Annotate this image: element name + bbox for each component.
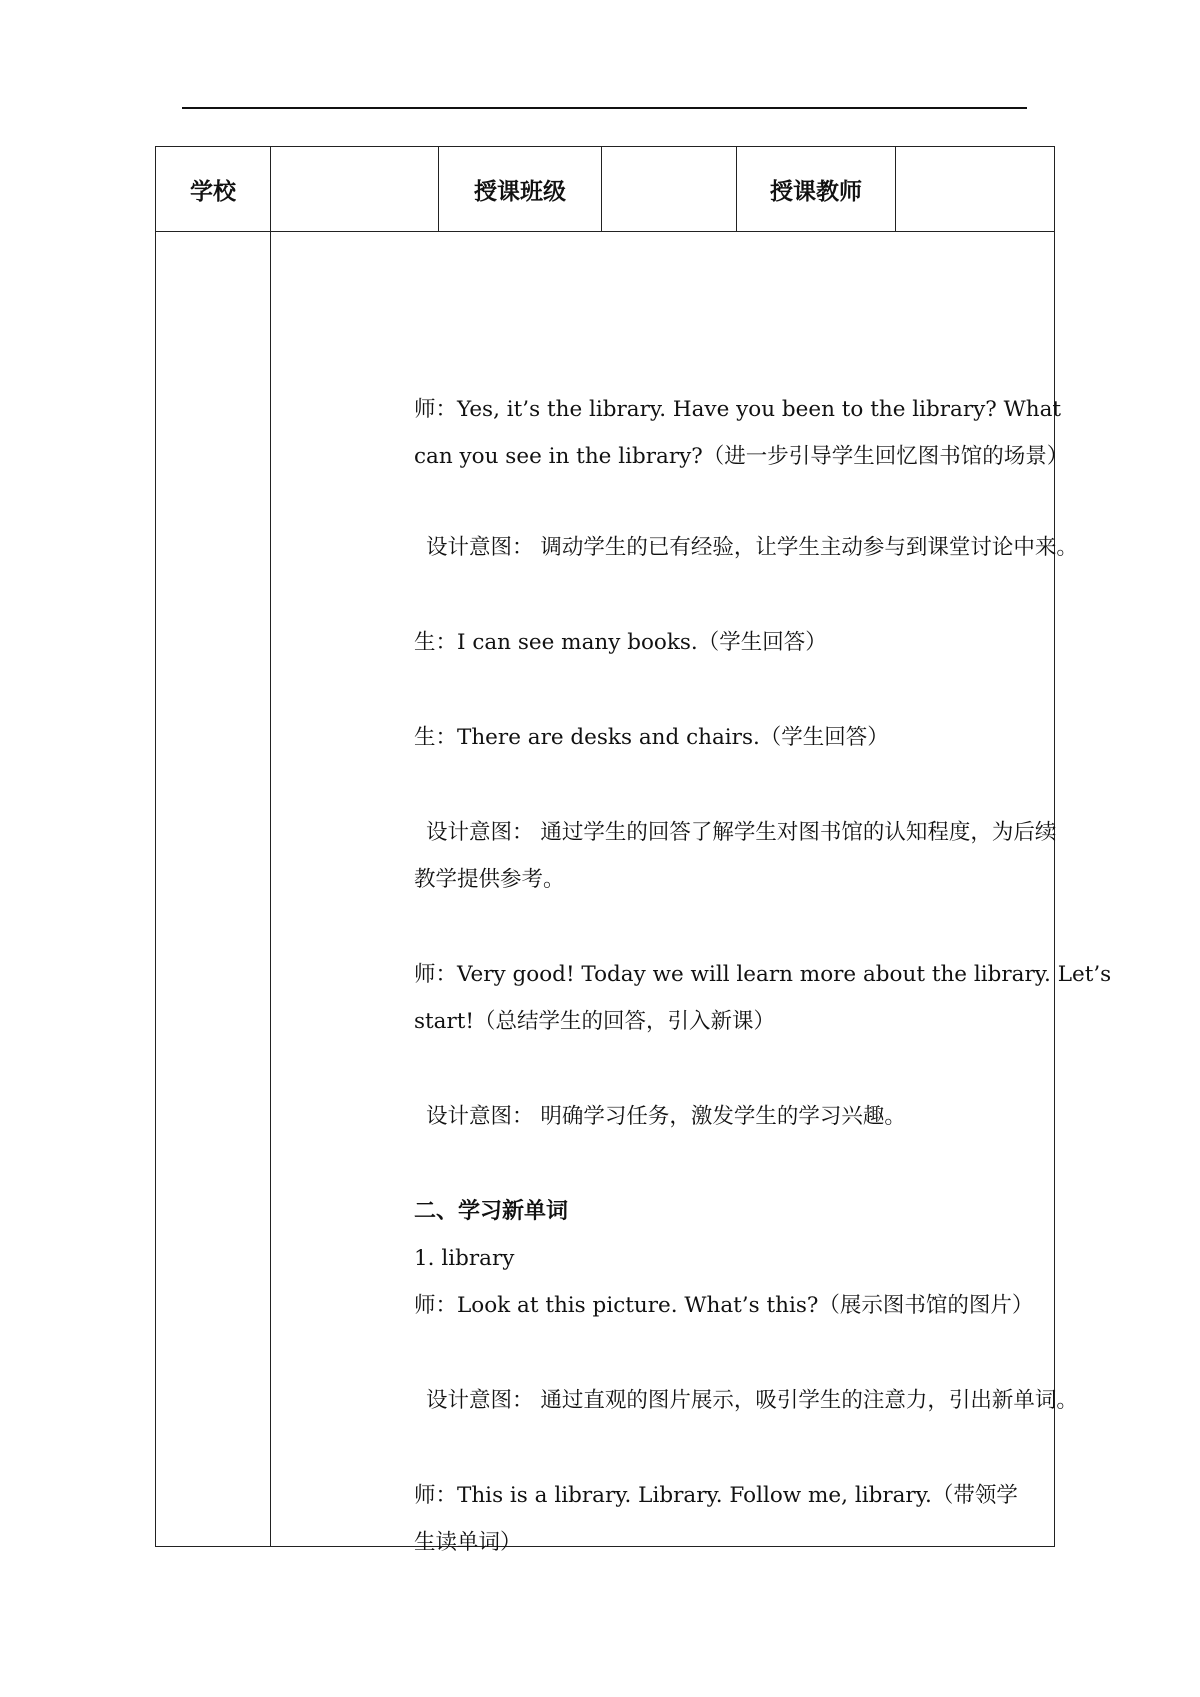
text-line: can you see in the library?（进一步引导学生回忆图书馆的场景）	[414, 444, 1069, 469]
lesson-content-cell	[271, 232, 1112, 1555]
text-line: 1. library	[414, 1246, 515, 1271]
text-line: 生读单词）	[414, 1530, 522, 1555]
class-label: 授课班级	[439, 147, 602, 232]
teacher-value	[896, 147, 1055, 232]
text-line: 生：I can see many books.（学生回答）	[414, 630, 827, 655]
text-line: 生：There are desks and chairs.（学生回答）	[414, 725, 889, 750]
lesson-table	[155, 146, 1112, 1555]
design-intent-line: 设计意图： 明确学习任务，激发学生的学习兴趣。	[426, 1104, 906, 1129]
text-line: 师：Yes, it’s the library. Have you been to the library? What	[414, 397, 1062, 422]
text-line: 教学提供参考。	[414, 867, 565, 892]
header-row	[156, 147, 1055, 232]
lesson-content	[271, 232, 1112, 1555]
left-column-cell	[156, 232, 271, 1547]
text-line: 师：Look at this picture. What’s this?（展示图书馆的图片）	[414, 1293, 1034, 1318]
design-intent-line: 设计意图： 通过直观的图片展示，吸引学生的注意力，引出新单词。	[426, 1388, 1078, 1413]
header-rule	[182, 107, 1027, 109]
body-row	[156, 232, 1055, 1547]
section-heading: 二、学习新单词	[414, 1199, 569, 1224]
text-line: 师：Very good! Today we will learn more about the library. Let’s	[414, 962, 1112, 987]
school-label: 学校	[156, 147, 271, 232]
design-intent-line: 设计意图： 通过学生的回答了解学生对图书馆的认知程度，为后续	[426, 820, 1057, 845]
class-value	[602, 147, 737, 232]
school-value	[271, 147, 439, 232]
text-line: start!（总结学生的回答，引入新课）	[414, 1009, 776, 1034]
design-intent-line: 设计意图： 调动学生的已有经验，让学生主动参与到课堂讨论中来。	[426, 535, 1078, 560]
teacher-label: 授课教师	[737, 147, 896, 232]
text-line: 师：This is a library. Library. Follow me, library.（带领学	[414, 1483, 1018, 1508]
